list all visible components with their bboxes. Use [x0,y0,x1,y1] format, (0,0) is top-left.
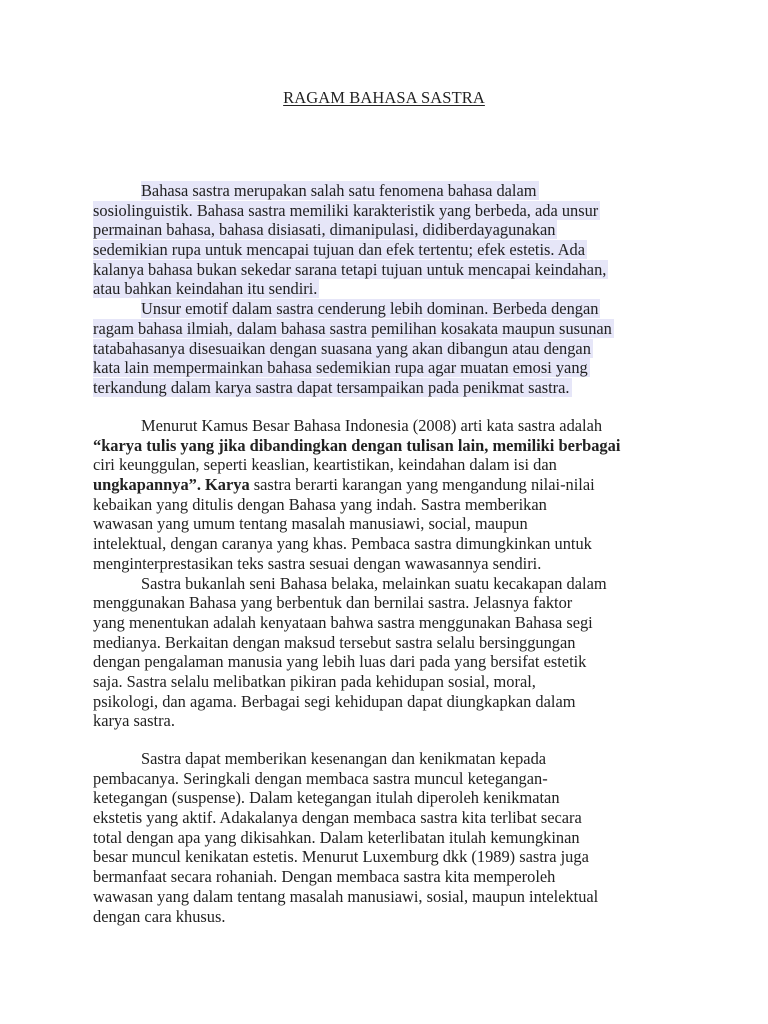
text-line: total dengan apa yang dikisahkan. Dalam keterlibatan itulah kemungkinan [93,827,580,847]
text-line: medianya. Berkaitan dengan maksud tersebut sastra selalu bersinggungan [93,632,576,652]
text-line: ciri keunggulan, seperti keaslian, keartistikan, keindahan dalam isi dan [93,455,557,475]
text-line: menggunakan Bahasa yang berbentuk dan bernilai sastra. Jelasnya faktor [93,593,573,613]
text-line: kebaikan yang ditulis dengan Bahasa yang indah. Sastra memberikan [93,494,547,514]
text-line: kata lain mempermainkan bahasa sedemikian rupa agar muatan emosi yang [93,358,588,378]
text-line: menginterprestasikan teks sastra sesuai dengan wawasannya sendiri. [93,553,542,573]
text-line: Menurut Kamus Besar Bahasa Indonesia (2008) arti kata sastra adalah [141,416,603,435]
text-line: yang menentukan adalah kenyataan bahwa sastra menggunakan Bahasa segi [93,612,593,632]
paragraph-definition [93,416,683,731]
text-line: karya sastra. [93,711,175,731]
text-line: Sastra dapat memberikan kesenangan dan kenikmatan kepada [141,749,547,768]
text-line: atau bahkan keindahan itu sendiri. [93,279,318,299]
text-line: sosiolinguistik. Bahasa sastra memiliki karakteristik yang berbeda, ada unsur [93,200,599,220]
text-line: saja. Sastra selalu melibatkan pikiran pada kehidupan sosial, moral, [93,671,536,691]
text-line: Sastra bukanlah seni Bahasa belaka, melainkan suatu kecakapan dalam [141,573,607,593]
text-line: terkandung dalam karya sastra dapat tersampaikan pada penikmat sastra. [93,377,570,397]
text-line: intelektual, dengan caranya yang khas. Pembaca sastra dimungkinkan untuk [93,534,592,554]
text-line: dengan cara khusus. [93,906,226,926]
text-line: Bahasa sastra merupakan salah satu fenomena bahasa dalam [141,181,537,200]
text-line: ketegangan (suspense). Dalam ketegangan itulah diperoleh kenikmatan [93,788,560,808]
text-line: bermanfaat secara rohaniah. Dengan membaca sastra kita memperoleh [93,867,556,887]
text-line: ragam bahasa ilmiah, dalam bahasa sastra pemilihan kosakata maupun susunan [93,318,612,338]
highlighted-selection[interactable] [93,181,683,398]
text-line: wawasan yang dalam tentang masalah manusiawi, sosial, maupun intelektual [93,886,599,906]
text-line: tatabahasanya disesuaikan dengan suasana yang akan dibangun atau dengan [93,338,591,358]
text-line: dengan pengalaman manusia yang lebih luas dari pada yang bersifat estetik [93,652,587,672]
paragraph-benefits [93,749,683,926]
text-line: pembacanya. Seringkali dengan membaca sastra muncul ketegangan- [93,768,548,788]
text-line: permainan bahasa, bahasa disiasati, dimanipulasi, didiberdayagunakan [93,220,556,240]
text-line: kalanya bahasa bukan sekedar sarana tetapi tujuan untuk mencapai keindahan, [93,259,607,279]
text-line: sedemikian rupa untuk mencapai tujuan dan efek tertentu; efek estetis. Ada [93,240,585,260]
text-line: wawasan yang umum tentang masalah manusiawi, social, maupun [93,514,528,534]
document-title: RAGAM BAHASA SASTRA [283,88,485,107]
text-line: ekstetis yang aktif. Adakalanya dengan membaca sastra kita terlibat secara [93,808,582,828]
text-line: besar muncul kenikatan estetis. Menurut Luxemburg dkk (1989) sastra juga [93,847,589,867]
text-line: “karya tulis yang jika dibandingkan dengan tulisan lain, memiliki berbagai [93,435,621,455]
text-line: ungkapannya”. Karya sastra berarti karangan yang mengandung nilai-nilai [93,475,595,495]
text-line: psikologi, dan agama. Berbagai segi kehidupan dapat diungkapkan dalam [93,691,576,711]
text-line: Unsur emotif dalam sastra cenderung lebih dominan. Berbeda dengan [141,299,599,319]
